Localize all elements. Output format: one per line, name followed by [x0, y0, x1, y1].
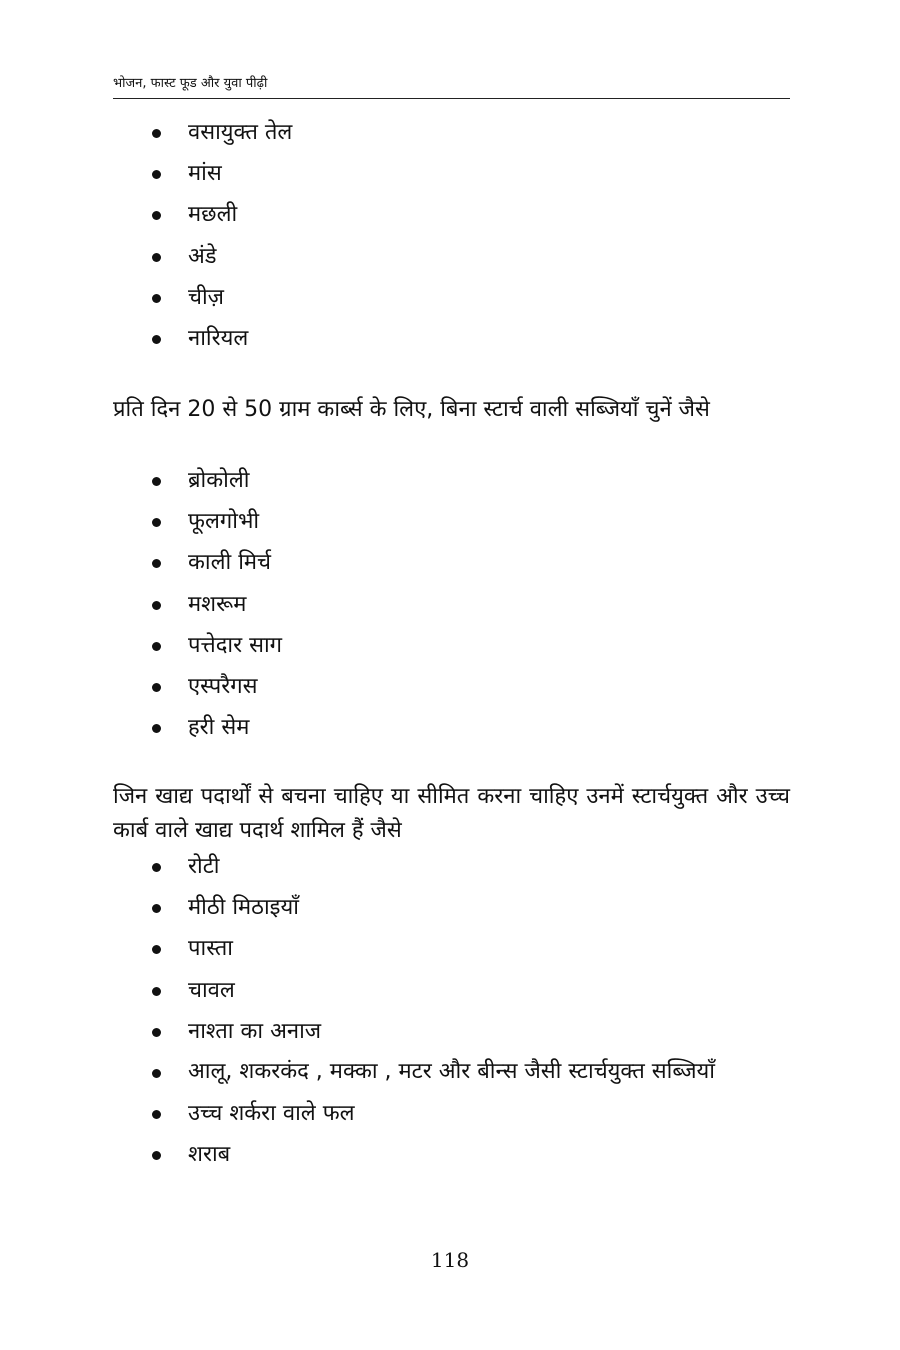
list-item	[113, 156, 790, 197]
bullet-icon	[152, 211, 161, 220]
list-item-text: चावल	[188, 977, 235, 1003]
list-item	[113, 931, 790, 972]
list-item	[113, 239, 790, 280]
bullet-icon	[152, 129, 161, 138]
bullet-icon	[152, 1028, 161, 1037]
bullet-icon	[152, 904, 161, 913]
list-item-text: ब्रोकोली	[188, 468, 250, 493]
low-carb-paragraph: प्रति दिन 20 से 50 ग्राम कार्ब्स के लिए, बिना स्टार्च वाली सब्जियाँ चुनें जैसे	[113, 397, 710, 422]
bullet-icon	[152, 601, 161, 610]
list-item-text: रोटी	[188, 854, 220, 879]
list-item-text: अंडे	[188, 243, 217, 269]
list-item-text: मीठी मिठाइयाँ	[188, 895, 299, 921]
bullet-icon	[152, 170, 161, 179]
running-head: भोजन, फास्ट फूड और युवा पीढ़ी	[113, 74, 790, 99]
list-item	[113, 280, 790, 321]
list-item	[113, 197, 790, 238]
list-item	[113, 890, 790, 931]
list-item	[113, 669, 790, 710]
bullet-icon	[152, 987, 161, 996]
list-item	[113, 1014, 790, 1055]
fat-foods-list	[113, 115, 790, 362]
bullet-icon	[152, 683, 161, 692]
bullet-icon	[152, 724, 161, 733]
list-item-text: हरी सेम	[188, 715, 250, 741]
list-item	[113, 545, 790, 586]
list-item-text: पास्ता	[188, 936, 233, 962]
bullet-icon	[152, 477, 161, 486]
bullet-icon	[152, 945, 161, 954]
page-number: 118	[430, 1248, 470, 1272]
list-item-text: चीज़	[188, 284, 224, 310]
avoid-foods-paragraph: जिन खाद्य पदार्थों से बचना चाहिए या सीमित करना चाहिए उनमें स्टार्चयुक्त और उच्च कार्ब वाले खाद्य पदार्थ शामिल हैं जैसे	[113, 784, 790, 843]
list-item-text: नाश्ता का अनाज	[188, 1018, 322, 1044]
list-item	[113, 973, 790, 1014]
list-item	[113, 628, 790, 669]
list-item-text: फूलगोभी	[188, 509, 260, 535]
bullet-icon	[152, 863, 161, 872]
bullet-icon	[152, 1110, 161, 1119]
list-item-text: मशरूम	[188, 591, 247, 617]
list-item-text: उच्च शर्करा वाले फल	[188, 1100, 355, 1126]
vegetables-list	[113, 463, 790, 751]
list-item	[113, 587, 790, 628]
list-item-text: एस्परैगस	[188, 673, 258, 699]
bullet-icon	[152, 559, 161, 568]
list-item-text: वसायुक्त तेल	[188, 120, 293, 145]
list-item	[113, 321, 790, 362]
list-item	[113, 115, 790, 156]
list-item-text: मछली	[188, 202, 238, 228]
list-item	[113, 710, 790, 751]
list-item-text: मांस	[188, 161, 222, 187]
list-item-text: नारियल	[188, 325, 249, 351]
list-item-text: आलू, शकरकंद , मक्का , मटर और बीन्स जैसी स्टार्चयुक्त सब्जियाँ	[188, 1058, 715, 1084]
bullet-icon	[152, 1069, 161, 1078]
bullet-icon	[152, 335, 161, 344]
list-item-text: काली मिर्च	[188, 550, 272, 576]
list-item-text: पत्तेदार साग	[188, 632, 283, 658]
list-item	[113, 849, 790, 890]
bullet-icon	[152, 294, 161, 303]
list-item	[113, 1055, 790, 1096]
list-item-text: शराब	[188, 1142, 231, 1168]
list-item	[113, 1137, 790, 1178]
list-item	[113, 504, 790, 545]
bullet-icon	[152, 642, 161, 651]
bullet-icon	[152, 253, 161, 262]
list-item	[113, 1096, 790, 1137]
bullet-icon	[152, 1151, 161, 1160]
bullet-icon	[152, 518, 161, 527]
list-item	[113, 463, 790, 504]
avoid-foods-list	[113, 849, 790, 1178]
